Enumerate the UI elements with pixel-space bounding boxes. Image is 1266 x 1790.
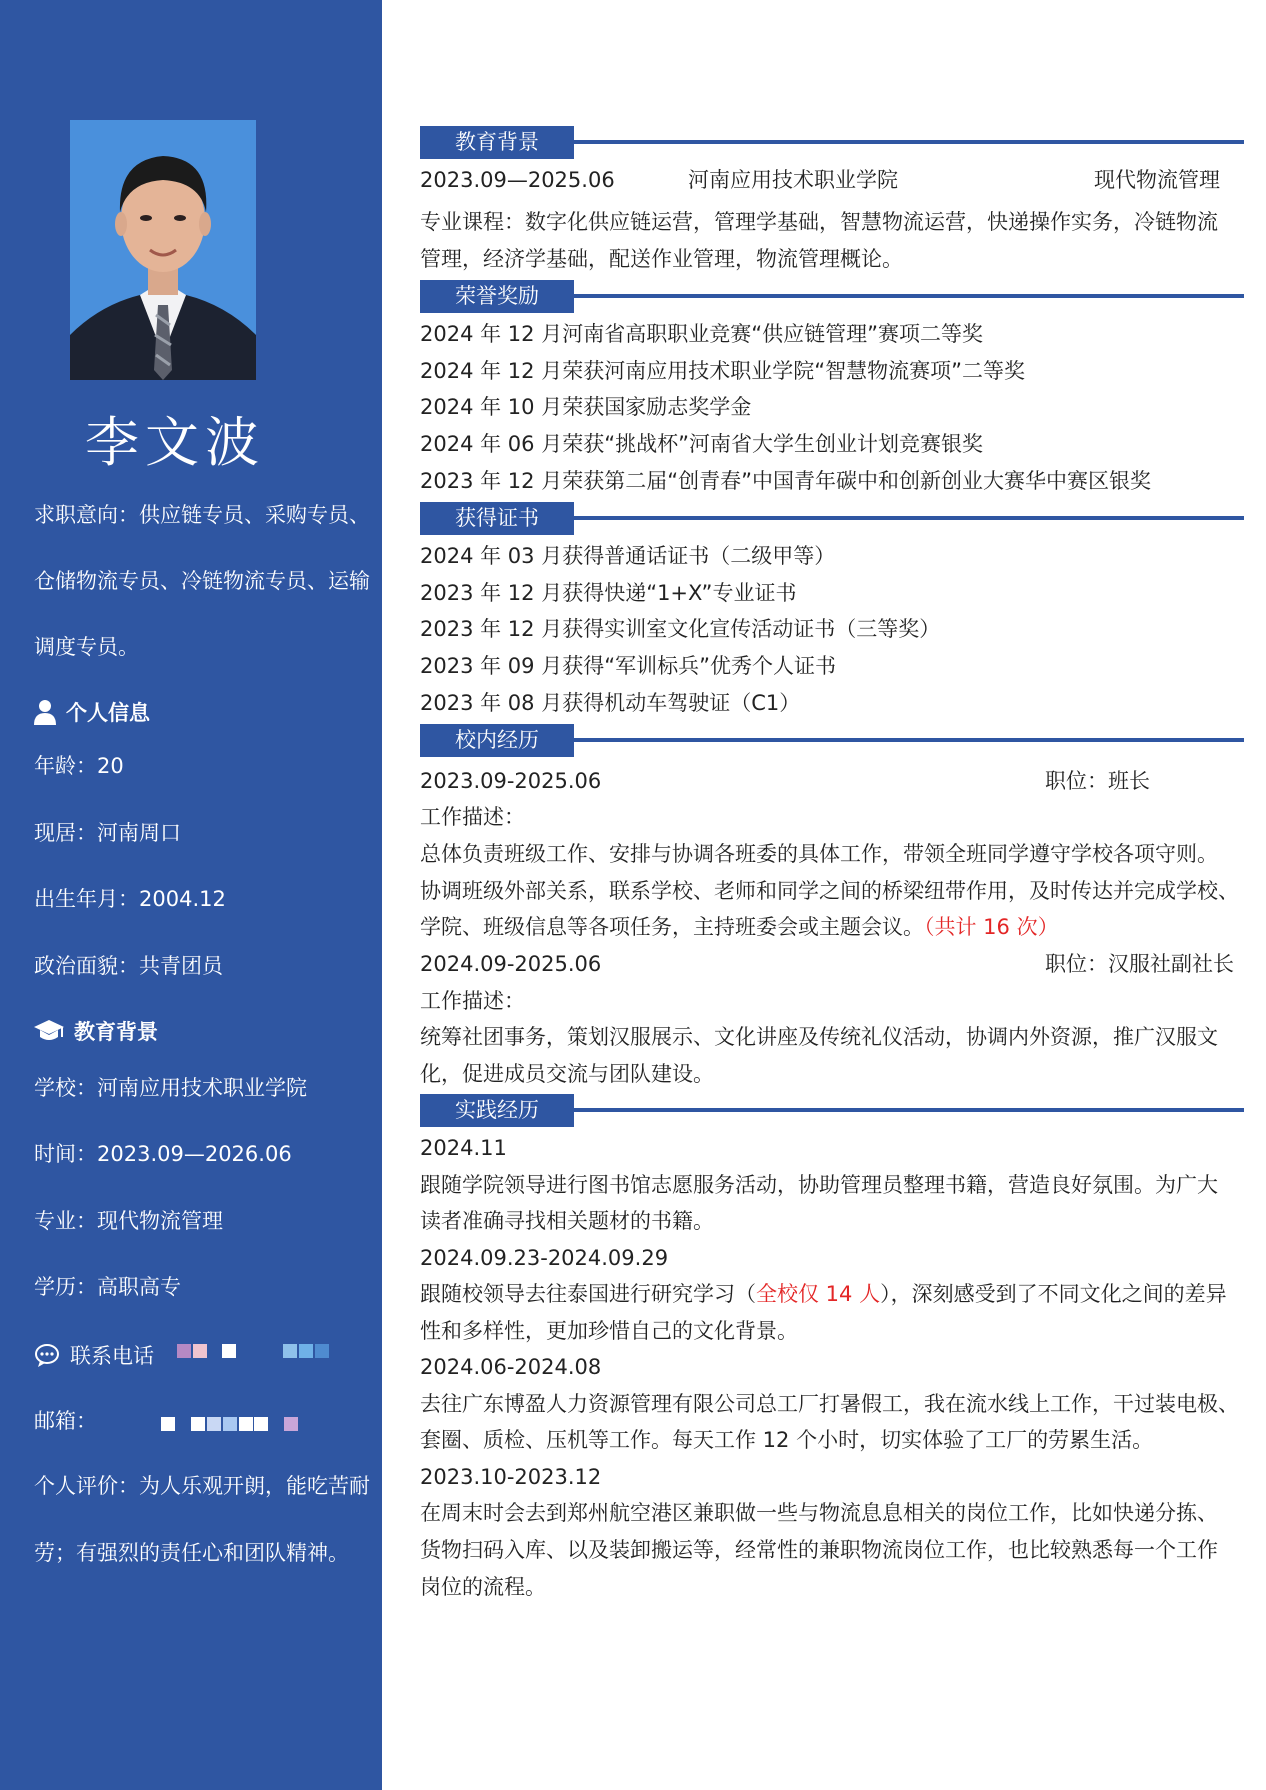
education-school: 河南应用技术职业学院 bbox=[688, 168, 898, 192]
certificate-item: 2023 年 08 月获得机动车驾驶证（C1） bbox=[420, 691, 801, 715]
campus-entry2-position: 职位：汉服社副社长 bbox=[1045, 952, 1234, 976]
campus-section-title: 校内经历 bbox=[420, 724, 574, 757]
practice-entry1-line: 跟随学院领导进行图书馆志愿服务活动，协助管理员整理书籍，营造良好氛围。为广大 bbox=[420, 1173, 1218, 1197]
candidate-name: 李文波 bbox=[85, 411, 265, 474]
section-divider bbox=[574, 738, 1244, 742]
school: 学校：河南应用技术职业学院 bbox=[34, 1076, 307, 1100]
campus-entry1-position: 职位：班长 bbox=[1045, 769, 1150, 793]
education-heading-label: 教育背景 bbox=[74, 1020, 158, 1044]
practice-section-title: 实践经历 bbox=[420, 1094, 574, 1127]
residence: 现居：河南周口 bbox=[34, 821, 181, 845]
practice-entry3-line: 去往广东博盈人力资源管理有限公司总工厂打暑假工，我在流水线上工作，干过装电极、 bbox=[420, 1392, 1239, 1416]
personal-info-heading bbox=[34, 697, 150, 727]
political-status: 政治面貌：共青团员 bbox=[34, 954, 223, 978]
practice-entry2-pre: 跟随校领导去往泰国进行研究学习（ bbox=[420, 1282, 756, 1306]
campus-entry1-line-text: 学院、班级信息等各项任务，主持班委会或主题会议。 bbox=[420, 915, 924, 939]
practice-entry4-line: 在周末时会去到郑州航空港区兼职做一些与物流息息相关的岗位工作，比如快递分拣、 bbox=[420, 1501, 1218, 1525]
practice-entry3-line: 套圈、质检、压机等工作。每天工作 12 个小时，切实体验了工厂的劳累生活。 bbox=[420, 1428, 1154, 1452]
campus-entry1-line-3 bbox=[420, 917, 1059, 938]
certificate-item: 2023 年 12 月获得实训室文化宣传活动证书（三等奖） bbox=[420, 617, 941, 641]
practice-entry2-line-2: 性和多样性，更加珍惜自己的文化背景。 bbox=[420, 1319, 798, 1343]
objective-line-3: 调度专员。 bbox=[34, 635, 139, 659]
practice-entry2-date: 2024.09.23-2024.09.29 bbox=[420, 1246, 669, 1270]
practice-entry4-line: 货物扫码入库、以及装卸搬运等，经常性的兼职物流岗位工作，也比较熟悉每一个工作 bbox=[420, 1538, 1218, 1562]
campus-entry1-desc-label: 工作描述： bbox=[420, 805, 525, 829]
campus-entry2-period: 2024.09-2025.06 bbox=[420, 952, 602, 976]
education-section-title: 教育背景 bbox=[420, 126, 574, 159]
honors-section-title: 荣誉奖励 bbox=[420, 280, 574, 313]
degree: 学历：高职高专 bbox=[34, 1275, 181, 1299]
courses-line-2: 管理，经济学基础，配送作业管理，物流管理概论。 bbox=[420, 247, 903, 271]
age: 年龄：20 bbox=[34, 754, 124, 778]
honor-item: 2024 年 12 月荣获河南应用技术职业学院“智慧物流赛项”二等奖 bbox=[420, 359, 1025, 383]
campus-entry2-desc-label: 工作描述： bbox=[420, 989, 525, 1013]
major: 专业：现代物流管理 bbox=[34, 1209, 223, 1233]
study-period: 时间：2023.09—2026.06 bbox=[34, 1142, 292, 1166]
practice-entry2-line-1 bbox=[420, 1284, 1227, 1305]
honor-item: 2024 年 06 月荣获“挑战杯”河南省大学生创业计划竞赛银奖 bbox=[420, 432, 983, 456]
section-divider bbox=[574, 140, 1244, 144]
campus-entry1-period: 2023.09-2025.06 bbox=[420, 769, 602, 793]
honor-item: 2024 年 12 月河南省高职职业竞赛“供应链管理”赛项二等奖 bbox=[420, 322, 983, 346]
phone-row bbox=[34, 1340, 154, 1370]
campus-entry2-line: 统筹社团事务，策划汉服展示、文化讲座及传统礼仪活动，协调内外资源，推广汉服文 bbox=[420, 1025, 1218, 1049]
birth-date: 出生年月：2004.12 bbox=[34, 887, 226, 911]
practice-entry2-post: ），深刻感受到了不同文化之间的差异 bbox=[880, 1282, 1227, 1306]
practice-entry2-highlight: 全校仅 14 人 bbox=[756, 1282, 881, 1306]
certificate-item: 2023 年 12 月获得快递“1+X”专业证书 bbox=[420, 581, 797, 605]
self-evaluation-line-2: 劳；有强烈的责任心和团队精神。 bbox=[34, 1541, 349, 1565]
campus-entry1-line: 协调班级外部关系，联系学校、老师和同学之间的桥梁纽带作用，及时传达并完成学校、 bbox=[420, 879, 1239, 903]
certificate-item: 2023 年 09 月获得“军训标兵”优秀个人证书 bbox=[420, 654, 836, 678]
practice-entry1-date: 2024.11 bbox=[420, 1136, 507, 1160]
honor-item: 2023 年 12 月荣获第二届“创青春”中国青年碳中和创新创业大赛华中赛区银奖 bbox=[420, 469, 1151, 493]
profile-photo bbox=[70, 120, 256, 380]
sidebar bbox=[0, 0, 382, 1790]
certificate-item: 2024 年 03 月获得普通话证书（二级甲等） bbox=[420, 544, 836, 568]
education-period: 2023.09—2025.06 bbox=[420, 168, 615, 192]
campus-entry1-highlight: （共计 16 次） bbox=[924, 915, 1059, 939]
objective-line-2: 仓储物流专员、冷链物流专员、运输 bbox=[34, 569, 370, 593]
practice-entry1-line: 读者准确寻找相关题材的书籍。 bbox=[420, 1209, 714, 1233]
section-divider bbox=[574, 1108, 1244, 1112]
practice-entry3-date: 2024.06-2024.08 bbox=[420, 1355, 602, 1379]
education-heading bbox=[34, 1016, 158, 1046]
section-divider bbox=[574, 516, 1244, 520]
section-divider bbox=[574, 294, 1244, 298]
email-label: 邮箱： bbox=[34, 1409, 97, 1433]
education-major: 现代物流管理 bbox=[1094, 168, 1220, 192]
person-icon bbox=[34, 699, 56, 725]
practice-entry4-date: 2023.10-2023.12 bbox=[420, 1465, 602, 1489]
self-evaluation-line-1: 个人评价：为人乐观开朗，能吃苦耐 bbox=[34, 1474, 370, 1498]
campus-entry1-line: 总体负责班级工作、安排与协调各班委的具体工作，带领全班同学遵守学校各项守则。 bbox=[420, 842, 1218, 866]
personal-info-heading-label: 个人信息 bbox=[66, 701, 150, 725]
courses-line-1: 专业课程：数字化供应链运营，管理学基础，智慧物流运营，快递操作实务，冷链物流 bbox=[420, 210, 1218, 234]
honor-item: 2024 年 10 月荣获国家励志奖学金 bbox=[420, 395, 752, 419]
practice-entry4-line: 岗位的流程。 bbox=[420, 1575, 546, 1599]
objective-line-1: 求职意向：供应链专员、采购专员、 bbox=[34, 503, 370, 527]
phone-label: 联系电话 bbox=[70, 1344, 154, 1368]
campus-entry2-line: 化，促进成员交流与团队建设。 bbox=[420, 1062, 714, 1086]
chat-bubble-icon bbox=[34, 1342, 60, 1368]
graduation-cap-icon bbox=[34, 1018, 64, 1044]
certificates-section-title: 获得证书 bbox=[420, 502, 574, 535]
